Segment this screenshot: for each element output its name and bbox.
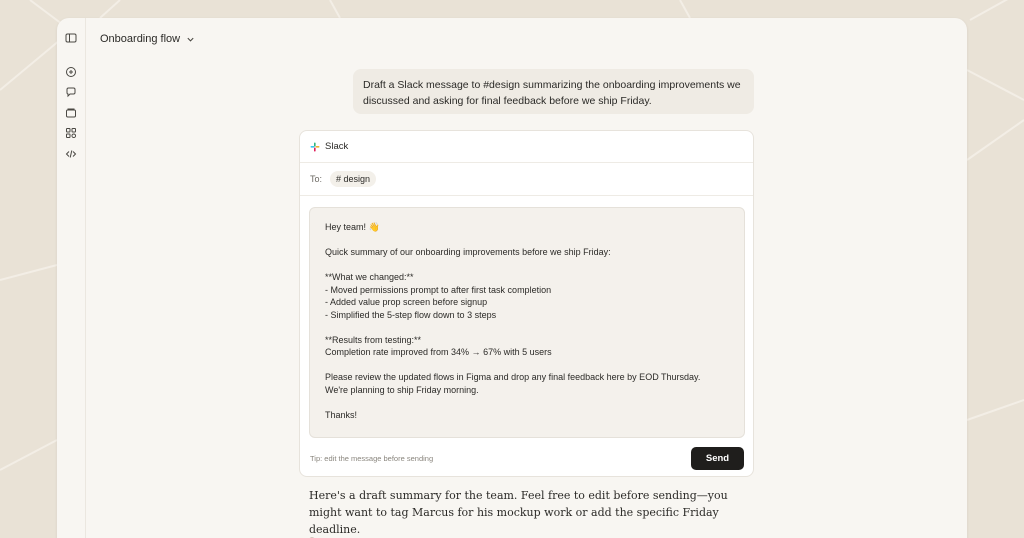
slack-message-card xyxy=(299,130,754,477)
projects-icon[interactable] xyxy=(65,107,77,119)
tip-text: Tip: edit the message before sending xyxy=(310,454,434,463)
sidebar-toggle-icon[interactable] xyxy=(65,32,77,44)
app-window xyxy=(57,18,967,538)
new-chat-icon[interactable] xyxy=(65,66,77,78)
send-button[interactable]: Send xyxy=(691,447,744,470)
message-line xyxy=(325,396,729,409)
message-line: Please review the updated flows in Figma and drop any final feedback here by EOD Thursday. xyxy=(325,372,701,382)
message-line xyxy=(325,321,729,334)
conversation-title-dropdown[interactable] xyxy=(100,31,195,47)
message-line: Thanks! xyxy=(325,409,358,420)
icon-rail xyxy=(57,18,86,538)
message-line: Completion rate improved from 34% → 67% with 5 users xyxy=(325,347,552,357)
message-line: - Added value prop screen before signup xyxy=(325,297,488,307)
assistant-response xyxy=(309,487,759,538)
code-icon[interactable] xyxy=(65,148,77,160)
message-line: We're planning to ship Friday morning. xyxy=(325,384,479,395)
message-line: Quick summary of our onboarding improvements before we ship Friday: xyxy=(325,247,611,257)
message-line xyxy=(325,359,729,372)
recipient-row xyxy=(300,163,753,196)
message-line xyxy=(325,234,729,247)
user-message xyxy=(353,69,754,114)
channel-chip[interactable]: # design xyxy=(330,171,376,187)
card-header xyxy=(300,131,753,163)
message-line: - Simplified the 5-step flow down to 3 steps xyxy=(325,309,497,320)
message-line: **Results from testing:** xyxy=(325,334,422,345)
chevron-down-icon xyxy=(186,35,195,44)
slack-logo-icon xyxy=(310,142,320,152)
chats-icon[interactable] xyxy=(65,86,77,98)
to-label: To: xyxy=(310,174,323,184)
app-name: Slack xyxy=(325,141,349,152)
message-line: Hey team! 👋 xyxy=(325,222,380,232)
user-message-text: Draft a Slack message to #design summarizing the onboarding improvements we discussed and asking for final feedback before we ship Friday. xyxy=(363,79,741,107)
message-line: **What we changed:** xyxy=(325,272,414,282)
artifacts-icon[interactable] xyxy=(65,127,77,139)
message-line: - Moved permissions prompt to after first task completion xyxy=(325,284,552,295)
page-title: Onboarding flow xyxy=(100,33,181,45)
assistant-response-text: Here's a draft summary for the team. Feel free to edit before sending—you might want to tag Marcus for his mockup work or add the specific Friday deadline. xyxy=(309,489,728,536)
message-line xyxy=(325,259,729,272)
message-editor[interactable] xyxy=(309,207,745,438)
